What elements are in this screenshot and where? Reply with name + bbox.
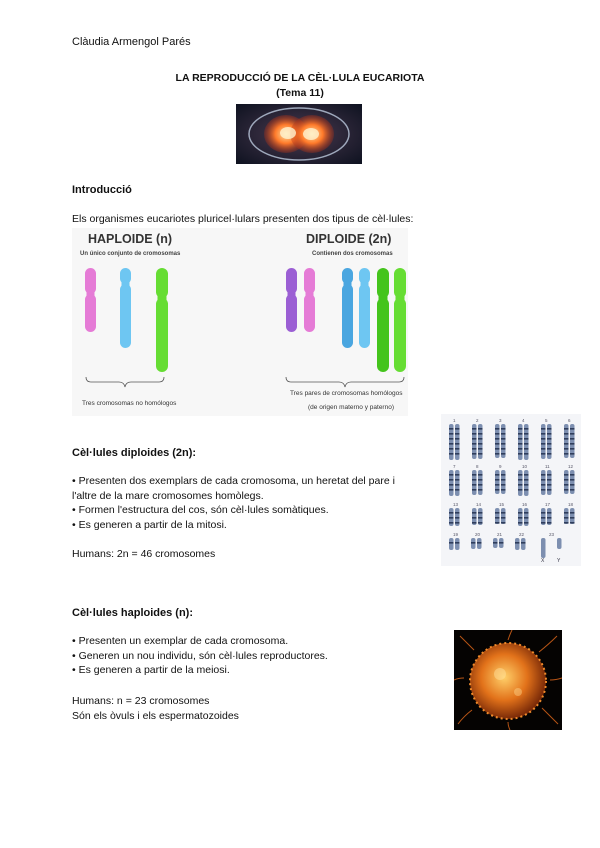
karyotype-band — [547, 443, 552, 445]
sex-chromosome-label: Y — [557, 558, 561, 564]
karyotype-number: 16 — [522, 502, 528, 507]
karyotype-band — [501, 474, 506, 476]
karyotype-band — [524, 517, 529, 519]
karyotype-band — [455, 484, 460, 486]
karyotype-band — [547, 522, 552, 524]
karyotype-number: 15 — [499, 502, 505, 507]
karyotype-band — [518, 512, 523, 514]
karyotype-number: 8 — [476, 464, 479, 469]
haploid-bullet-2: • Generen un nou individu, són cèl·lules reproductores. — [72, 649, 412, 664]
karyotype-band — [518, 489, 523, 491]
karyotype-band — [478, 517, 483, 519]
karyotype-band — [472, 453, 477, 455]
karyotype-number: 12 — [568, 464, 574, 469]
karyotype-band — [455, 479, 460, 481]
karyotype-band — [518, 484, 523, 486]
karyotype-chromosome — [455, 538, 460, 550]
karyotype-band — [501, 433, 506, 435]
karyotype-chromosome — [449, 470, 454, 496]
karyotype-band — [455, 489, 460, 491]
haploid-heading: Cèl·lules haploides (n): — [72, 607, 194, 619]
karyotype-band — [501, 479, 506, 481]
karyotype-band — [518, 443, 523, 445]
karyotype-number: 23 — [549, 532, 555, 537]
karyotype-number: 1 — [453, 418, 456, 423]
karyotype-band — [541, 479, 546, 481]
karyotype-band — [472, 522, 477, 524]
diploid-bullet-1: • Presenten dos exemplars de cada cromosoma, un heretat del pare i l'altre de la mare cromosomes homòlegs. — [72, 474, 420, 503]
karyotype-band — [455, 517, 460, 519]
diploid-bullets — [72, 474, 420, 532]
karyotype-band — [472, 448, 477, 450]
karyotype-number: 22 — [519, 532, 525, 537]
karyotype-band — [501, 428, 506, 430]
karyotype-band — [478, 489, 483, 491]
karyotype-number: 18 — [568, 502, 574, 507]
karyotype-band — [478, 522, 483, 524]
diploid-humans: Humans: 2n = 46 cromosomes — [72, 548, 216, 560]
karyotype-band — [472, 517, 477, 519]
karyotype-band — [455, 512, 460, 514]
diploid-heading: Cèl·lules diploides (2n): — [72, 447, 197, 459]
karyotype-band — [472, 474, 477, 476]
karyotype-chromosome — [501, 508, 506, 524]
haploid-caption: Tres cromosomas no homólogos — [82, 400, 177, 407]
karyotype-band — [471, 542, 476, 544]
karyotype-band — [449, 438, 454, 440]
karyotype-chromosome — [472, 470, 477, 495]
karyotype-band — [524, 443, 529, 445]
karyotype-band — [570, 517, 575, 519]
karyotype-band — [570, 453, 575, 455]
karyotype-band — [455, 443, 460, 445]
karyotype-band — [547, 512, 552, 514]
karyotype-band — [495, 474, 500, 476]
karyotype-band — [547, 428, 552, 430]
karyotype-band — [570, 438, 575, 440]
karyotype-number: 17 — [545, 502, 551, 507]
karyotype-band — [524, 453, 529, 455]
karyotype-band — [570, 479, 575, 481]
karyotype-band — [518, 453, 523, 455]
karyotype-band — [495, 479, 500, 481]
karyotype-band — [570, 522, 575, 524]
karyotype-number: 21 — [497, 532, 503, 537]
karyotype-band — [541, 474, 546, 476]
karyotype-number: 9 — [499, 464, 502, 469]
karyotype-band — [564, 433, 569, 435]
karyotype-band — [541, 453, 546, 455]
karyotype-band — [564, 428, 569, 430]
karyotype-band — [518, 438, 523, 440]
karyotype-band — [570, 474, 575, 476]
karyotype-band — [564, 489, 569, 491]
karyotype-band — [449, 512, 454, 514]
karyotype-band — [495, 522, 500, 524]
karyotype-band — [495, 489, 500, 491]
karyotype-band — [472, 443, 477, 445]
haploid-gametes: Són els òvuls i els espermatozoides — [72, 710, 239, 722]
karyotype-band — [518, 433, 523, 435]
document-subtitle: (Tema 11) — [276, 87, 324, 99]
karyotype-band — [524, 484, 529, 486]
karyotype-band — [547, 517, 552, 519]
karyotype-band — [541, 438, 546, 440]
karyotype-band — [495, 433, 500, 435]
karyotype-band — [564, 484, 569, 486]
karyotype-band — [478, 443, 483, 445]
karyotype-band — [449, 517, 454, 519]
karyotype-band — [472, 489, 477, 491]
karyotype-chromosome — [524, 470, 529, 496]
karyotype-band — [570, 428, 575, 430]
egg-cell-image — [454, 630, 562, 730]
karyotype-band — [449, 542, 454, 544]
karyotype-number: 7 — [453, 464, 456, 469]
karyotype-band — [495, 517, 500, 519]
karyotype-band — [495, 438, 500, 440]
karyotype-band — [564, 453, 569, 455]
karyotype-band — [449, 428, 454, 430]
diploid-title: DIPLOIDE (2n) — [306, 232, 392, 246]
haploid-bullet-1: • Presenten un exemplar de cada cromosoma. — [72, 634, 412, 649]
karyotype-band — [541, 428, 546, 430]
karyotype-band — [501, 438, 506, 440]
karyotype-band — [541, 443, 546, 445]
karyotype-band — [518, 517, 523, 519]
karyotype-chromosome — [449, 538, 454, 550]
karyotype-band — [449, 489, 454, 491]
karyotype-band — [564, 512, 569, 514]
karyotype-band — [524, 474, 529, 476]
karyotype-band — [478, 448, 483, 450]
karyotype-band — [495, 448, 500, 450]
author-name: Clàudia Armengol Parés — [72, 36, 191, 48]
karyotype-number: 3 — [499, 418, 502, 423]
karyotype-band — [495, 453, 500, 455]
karyotype-band — [478, 474, 483, 476]
karyotype-band — [524, 512, 529, 514]
karyotype-band — [570, 443, 575, 445]
ploidy-figure — [72, 228, 408, 416]
karyotype-band — [472, 438, 477, 440]
karyotype-band — [570, 489, 575, 491]
karyotype-band — [541, 433, 546, 435]
karyotype-chromosome — [518, 470, 523, 496]
karyotype-band — [524, 438, 529, 440]
haploid-title: HAPLOIDE (n) — [88, 232, 173, 246]
karyotype-chromosome — [564, 508, 569, 524]
karyotype-band — [564, 443, 569, 445]
diploid-chromosomes — [286, 268, 406, 372]
karyotype-band — [455, 433, 460, 435]
karyotype-band — [495, 484, 500, 486]
karyotype-band — [455, 474, 460, 476]
karyotype-band — [541, 517, 546, 519]
karyotype-chromosome — [521, 538, 526, 550]
karyotype-band — [518, 522, 523, 524]
karyotype-band — [501, 453, 506, 455]
karyotype-band — [541, 448, 546, 450]
karyotype-band — [449, 474, 454, 476]
karyotype-band — [541, 522, 546, 524]
sex-chromosome-label: X — [541, 558, 545, 564]
karyotype-band — [455, 542, 460, 544]
karyotype-band — [518, 448, 523, 450]
karyotype-band — [515, 542, 520, 544]
karyotype-band — [564, 438, 569, 440]
karyotype-band — [499, 542, 504, 544]
karyotype-band — [564, 522, 569, 524]
karyotype-band — [455, 453, 460, 455]
karyotype-band — [541, 512, 546, 514]
haploid-bullet-3: • Es generen a partir de la meiosi. — [72, 663, 412, 678]
karyotype-band — [570, 433, 575, 435]
karyotype-band — [495, 443, 500, 445]
karyotype-band — [524, 522, 529, 524]
karyotype-band — [564, 479, 569, 481]
intro-heading: Introducció — [72, 184, 132, 196]
document-title: LA REPRODUCCIÓ DE LA CÈL·LULA EUCARIOTA — [175, 72, 425, 84]
karyotype-band — [501, 522, 506, 524]
karyotype-band — [570, 448, 575, 450]
karyotype-band — [449, 522, 454, 524]
karyotype-band — [455, 448, 460, 450]
karyotype-band — [472, 512, 477, 514]
diploid-bullet-3: • Es generen a partir de la mitosi. — [72, 518, 420, 533]
haploid-subtitle: Un único conjunto de cromosomas — [80, 251, 181, 257]
karyotype-number: 2 — [476, 418, 479, 423]
karyotype-band — [501, 489, 506, 491]
karyotype-band — [541, 489, 546, 491]
karyotype-band — [524, 489, 529, 491]
karyotype-band — [449, 484, 454, 486]
karyotype-band — [547, 433, 552, 435]
cell-division-image — [236, 104, 362, 164]
karyotype-band — [501, 484, 506, 486]
karyotype-band — [449, 433, 454, 435]
karyotype-band — [472, 433, 477, 435]
haploid-chromosomes — [85, 268, 168, 372]
karyotype-chromosome — [541, 470, 546, 495]
karyotype-band — [478, 512, 483, 514]
karyotype-band — [524, 428, 529, 430]
karyotype-band — [501, 512, 506, 514]
karyotype-band — [455, 438, 460, 440]
karyotype-band — [472, 428, 477, 430]
karyotype-band — [547, 448, 552, 450]
diploid-bullet-2: • Formen l'estructura del cos, són cèl·lules somàtiques. — [72, 503, 420, 518]
karyotype-band — [449, 443, 454, 445]
karyotype-band — [518, 428, 523, 430]
karyotype-band — [547, 479, 552, 481]
intro-text: Els organismes eucariotes pluricel·lulars presenten dos tipus de cèl·lules: — [72, 213, 414, 225]
karyotype-band — [518, 479, 523, 481]
karyotype-band — [564, 448, 569, 450]
diploid-subtitle: Contienen dos cromosomas — [312, 251, 393, 257]
karyotype-band — [547, 484, 552, 486]
karyotype-chromosome — [547, 470, 552, 495]
haploid-humans: Humans: n = 23 cromosomes — [72, 695, 210, 707]
karyotype-band — [478, 453, 483, 455]
karyotype-band — [524, 448, 529, 450]
karyotype-band — [501, 517, 506, 519]
diploid-caption-2: (de origen materno y paterno) — [308, 404, 394, 411]
karyotype-band — [478, 433, 483, 435]
karyotype-chromosome — [495, 508, 500, 524]
karyotype-band — [501, 443, 506, 445]
karyotype-number: 11 — [545, 464, 550, 469]
karyotype-number: 5 — [545, 418, 548, 423]
karyotype-band — [521, 542, 526, 544]
karyotype-band — [547, 474, 552, 476]
karyotype-band — [495, 512, 500, 514]
karyotype-band — [501, 448, 506, 450]
karyotype-chromosome — [515, 538, 520, 550]
karyotype-chromosome — [478, 470, 483, 495]
karyotype-band — [449, 448, 454, 450]
karyotype-number: 20 — [475, 532, 481, 537]
karyotype-band — [455, 428, 460, 430]
karyotype-number: 4 — [522, 418, 525, 423]
karyotype-number: 10 — [522, 464, 528, 469]
karyotype-band — [547, 453, 552, 455]
karyotype-band — [570, 484, 575, 486]
sex-chromosome — [557, 538, 562, 549]
karyotype-band — [547, 438, 552, 440]
karyotype-image — [441, 414, 581, 566]
karyotype-band — [547, 489, 552, 491]
karyotype-band — [455, 522, 460, 524]
karyotype-band — [495, 428, 500, 430]
karyotype-band — [564, 517, 569, 519]
karyotype-chromosome — [455, 470, 460, 496]
karyotype-band — [449, 453, 454, 455]
karyotype-band — [472, 484, 477, 486]
karyotype-number: 13 — [453, 502, 459, 507]
karyotype-band — [478, 428, 483, 430]
karyotype-band — [564, 474, 569, 476]
diploid-caption-1: Tres pares de cromosomas homólogos — [290, 390, 403, 397]
karyotype-band — [477, 542, 482, 544]
karyotype-band — [478, 438, 483, 440]
karyotype-chromosome — [570, 508, 575, 524]
karyotype-number: 6 — [568, 418, 571, 423]
sex-chromosome — [541, 538, 546, 558]
karyotype-band — [541, 484, 546, 486]
karyotype-band — [570, 512, 575, 514]
karyotype-band — [472, 479, 477, 481]
karyotype-band — [478, 479, 483, 481]
haploid-bullets — [72, 634, 412, 678]
karyotype-band — [493, 542, 498, 544]
karyotype-band — [524, 479, 529, 481]
karyotype-band — [524, 433, 529, 435]
karyotype-band — [449, 479, 454, 481]
karyotype-number: 19 — [453, 532, 459, 537]
karyotype-band — [478, 484, 483, 486]
karyotype-band — [518, 474, 523, 476]
karyotype-number: 14 — [476, 502, 482, 507]
